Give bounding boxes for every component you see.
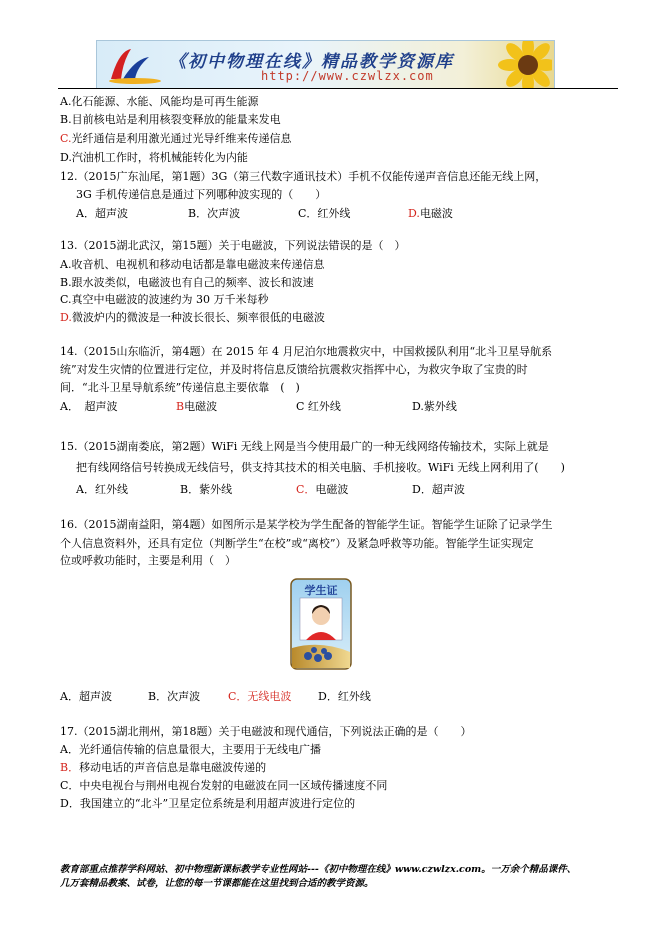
q12-stem: 12.（2015广东汕尾，第1题）3G（第三代数字通讯技术）手机不仅能传递声音信息还能无线上网， [60,170,547,183]
logo-icon [105,45,163,85]
card-label: 学生证 [304,584,338,597]
q14-stem-2: 统”对发生灾情的位置进行定位，并及时将信息反馈给抗震救灾指挥中心，为救灾争取了宝贵的时 [60,363,528,376]
option-d: D.汽油机工作时，将机械能转化为内能 [60,151,248,164]
q16-option-a: A．超声波 [60,690,112,703]
q14-stem-3: 间．“北斗卫星导航系统”传递信息主要依靠 ( ) [60,381,300,394]
q15-stem: 15.（2015湖南娄底，第2题）WiFi 无线上网是当今使用最广的一种无线网络传输技术，实际上就是 [60,440,549,453]
q17-stem: 17.（2015湖北荆州，第18题）关于电磁波和现代通信，下列说法正确的是（ ） [60,725,472,738]
q14-option-c: C 红外线 [296,400,341,413]
banner-title: 《初中物理在线》精品教学资源库 [169,52,454,72]
q14-option-b: B电磁波 [176,400,218,413]
q17-option-d: D．我国建立的“北斗”卫星定位系统是利用超声波进行定位的 [60,797,356,810]
q16-stem-3: 位或呼救功能时，主要是利用（ ） [60,554,236,567]
q15-stem-2: 把有线网络信号转换成无线信号，供支持其技术的相关电脑、手机接收。WiFi 无线上网利用了( ) [76,461,565,474]
q16-option-b: B．次声波 [148,690,201,703]
q13-option-c: C.真空中电磁波的波速约为 30 万千米每秒 [60,293,269,306]
answer-letter: B [176,400,185,413]
q14-option-a: A． 超声波 [60,400,118,413]
q12-stem-2: 3G 手机传递信息是通过下列哪种波实现的（ ） [76,188,327,201]
q14-option-d: D.紫外线 [412,400,457,413]
header-banner [96,40,555,89]
sunflower-icon [488,40,552,89]
q16-option-d: D．红外线 [318,690,371,703]
q16-stem: 16.（2015湖南益阳，第4题）如图所示是某学校为学生配备的智能学生证。智能学生证除了记录学生 [60,518,553,531]
answer-letter: B． [60,761,80,774]
q13-option-b: B.跟水波类似，电磁波也有自己的频率、波长和波速 [60,276,314,289]
footer-line-2: 几万套精品教案、试卷，让您的每一节课都能在这里找到合适的教学资源。 [60,878,374,889]
option-a: A.化石能源、水能、风能均是可再生能源 [60,95,259,108]
q15-option-b: B．紫外线 [180,483,233,496]
option-c: C.光纤通信是利用激光通过光导纤维来传递信息 [60,132,292,145]
banner-url: http://www.czwlzx.com [261,69,434,83]
q14-stem: 14.（2015山东临沂，第4题）在 2015 年 4 月尼泊尔地震救灾中，中国救援队利用“北斗卫星导航系 [60,345,553,358]
q16-option-c: C．无线电波 [228,690,292,703]
option-b: B.目前核电站是利用核裂变释放的能量来发电 [60,113,281,126]
answer-letter: D. [60,311,72,324]
q17-option-b: B．移动电话的声音信息是靠电磁波传递的 [60,761,267,774]
q17-option-a: A．光纤通信传输的信息量很大，主要用于无线电广播 [60,743,321,756]
header-rule [58,88,618,89]
student-card-image [290,578,352,670]
q13-option-d: D.微波炉内的微波是一种波长很长、频率很低的电磁波 [60,311,325,324]
q12-option-c: C．红外线 [298,207,351,220]
q13-option-a: A.收音机、电视机和移动电话都是靠电磁波来传递信息 [60,258,325,271]
q15-option-a: A．红外线 [76,483,128,496]
q15-option-d: D．超声波 [412,483,465,496]
footer-line-1: 教育部重点推荐学科网站、初中物理新课标教学专业性网站---《初中物理在线》www.czwlzx.com。一万余个精品课件、 [60,864,577,875]
answer-letter: C． [296,483,316,496]
q15-option-c: C．电磁波 [296,483,349,496]
q12-option-d: D.电磁波 [408,207,453,220]
q12-option-b: B．次声波 [188,207,241,220]
q16-stem-2: 个人信息资料外，还具有定位（判断学生“在校”或“离校”）及紧急呼救等功能。智能学生证实现定 [60,537,534,550]
answer-letter: D. [408,207,420,220]
q12-option-a: A．超声波 [76,207,128,220]
answer-letter: C. [60,132,72,145]
q17-option-c: C．中央电视台与荆州电视台发射的电磁波在同一区域传播速度不同 [60,779,388,792]
q13-stem: 13.（2015湖北武汉，第15题）关于电磁波，下列说法错误的是（ ） [60,239,406,252]
